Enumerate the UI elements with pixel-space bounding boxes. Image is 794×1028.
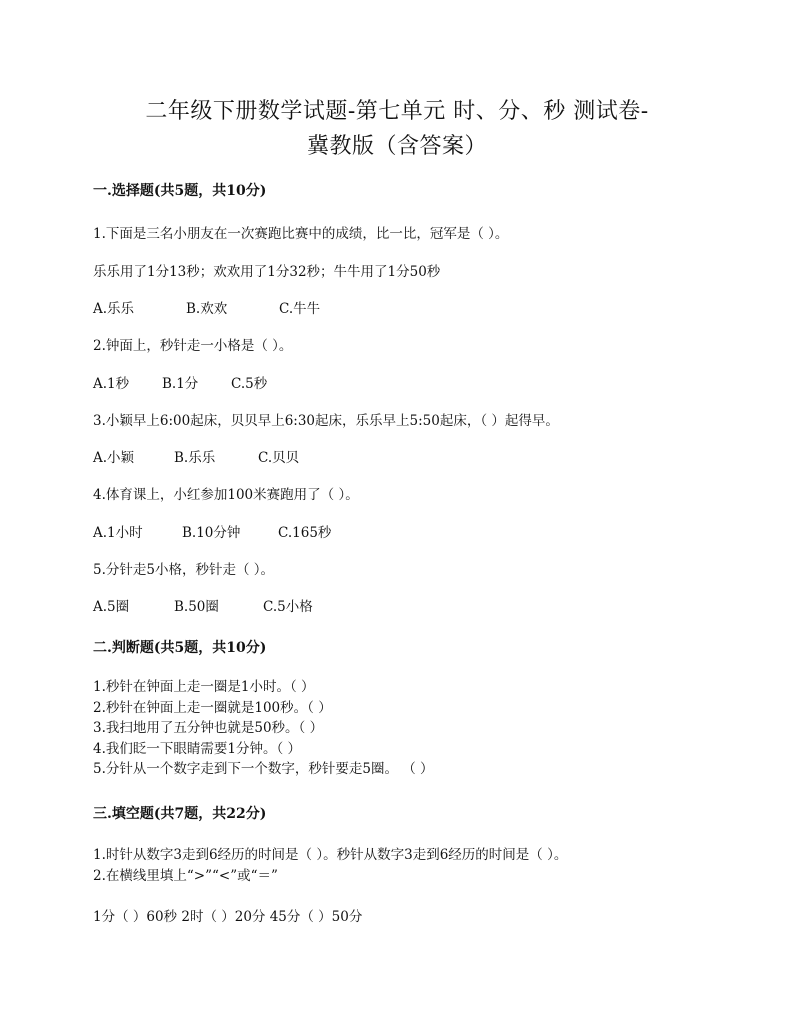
section-heading-choice: 一.选择题(共5题，共10分) (93, 183, 267, 199)
option-a: A.1秒 (93, 376, 130, 392)
judge-list (93, 677, 434, 780)
option-c: C.5小格 (263, 599, 313, 615)
question-4-stem: 4.体育课上，小红参加100米赛跑用了（ ）。 (93, 487, 359, 503)
fill-list (93, 845, 567, 886)
question-1-stem: 1.下面是三名小朋友在一次赛跑比赛中的成绩，比一比，冠军是（ ）。 (93, 226, 509, 242)
judge-item: 3.我扫地用了五分钟也就是50秒。（ ） (93, 720, 324, 736)
question-1-extra: 乐乐用了1分13秒；欢欢用了1分32秒；牛牛用了1分50秒 (93, 264, 441, 280)
question-2-stem: 2.钟面上，秒针走一小格是（ ）。 (93, 338, 293, 354)
judge-item: 2.秒针在钟面上走一圈就是100秒。（ ） (93, 699, 332, 716)
question-5-options (93, 595, 313, 615)
option-a: A.5圈 (93, 599, 130, 615)
question-5-stem: 5.分针走5小格，秒针走（ ）。 (93, 562, 275, 578)
option-b: B.10分钟 (182, 525, 241, 541)
option-b: B.1分 (162, 376, 199, 392)
question-2-options (93, 372, 267, 392)
option-a: A.乐乐 (93, 301, 135, 317)
fill-item: 1.时针从数字3走到6经历的时间是（ ）。秒针从数字3走到6经历的时间是（ ）。 (93, 847, 568, 863)
option-c: C.5秒 (231, 376, 268, 392)
option-b: B.乐乐 (174, 450, 216, 466)
option-c: C.165秒 (278, 525, 332, 541)
question-4-options (93, 521, 331, 541)
option-a: A.小颖 (93, 450, 135, 466)
page-title-line-1: 二年级下册数学试题-第七单元 时、分、秒 测试卷- (145, 99, 649, 124)
option-b: B.50圈 (174, 599, 219, 615)
section-heading-fill: 三.填空题(共7题，共22分) (93, 806, 267, 822)
question-3-options (93, 446, 299, 466)
judge-item: 1.秒针在钟面上走一圈是1小时。（ ） (93, 679, 315, 695)
compare-line: 1分（ ）60秒 2时（ ）20分 45分（ ）50分 (93, 909, 363, 925)
page-title-line-2: 冀教版（含答案） (306, 134, 487, 159)
option-b: B.欢欢 (186, 301, 228, 317)
section-heading-judge: 二.判断题(共5题，共10分) (93, 640, 267, 656)
judge-item: 4.我们眨一下眼睛需要1分钟。（ ） (93, 740, 302, 757)
option-a: A.1小时 (93, 525, 143, 541)
question-3-stem: 3.小颖早上6:00起床，贝贝早上6:30起床，乐乐早上5:50起床，（ ）起得早。 (93, 413, 559, 429)
fill-item: 2.在横线里填上“>”“<”或“＝” (93, 867, 278, 884)
judge-item: 5.分针从一个数字走到下一个数字，秒针要走5圈。 （ ） (93, 761, 434, 777)
option-c: C.贝贝 (258, 450, 300, 466)
option-c: C.牛牛 (279, 301, 321, 317)
question-1-options (93, 297, 320, 317)
